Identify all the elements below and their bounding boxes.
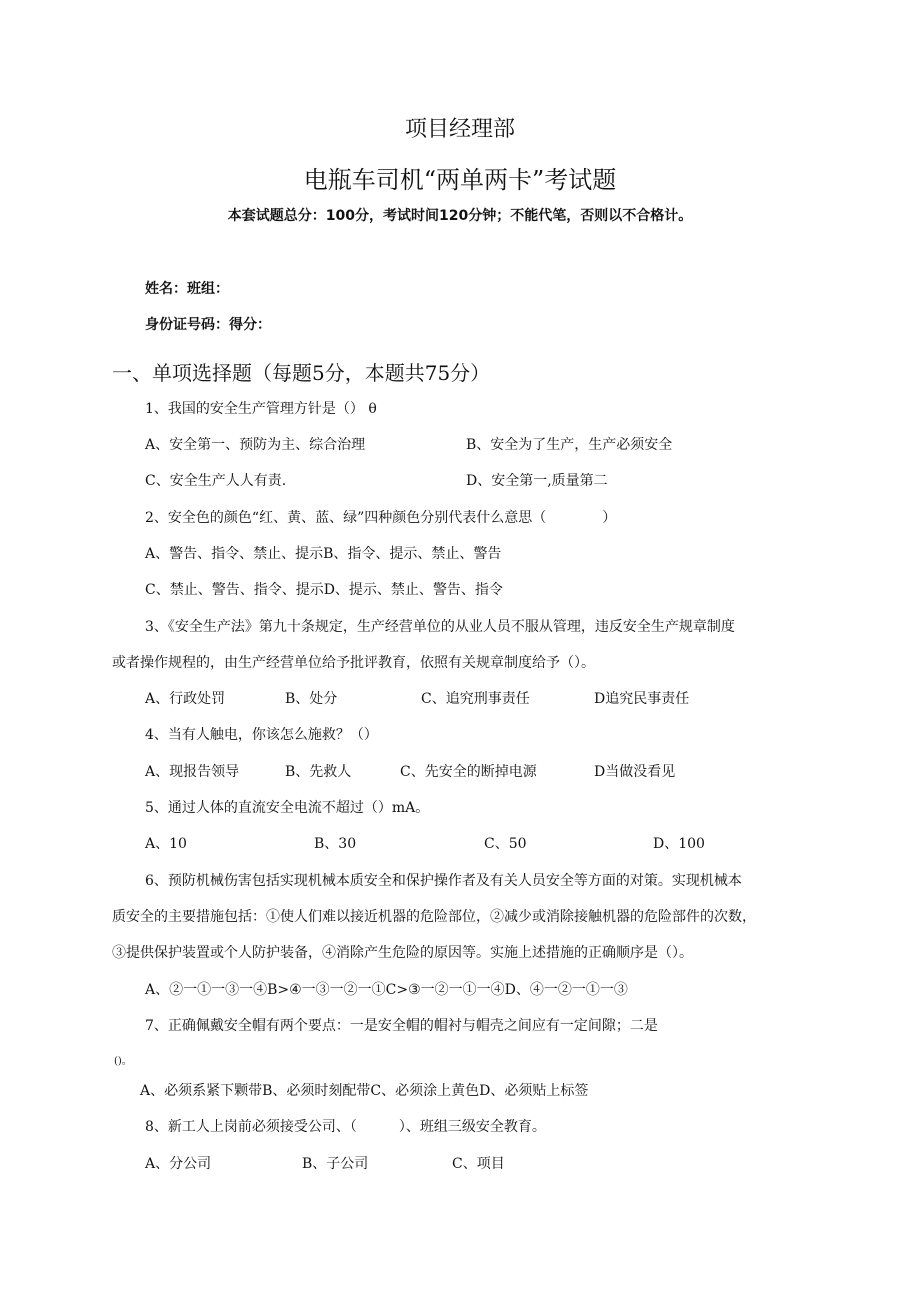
exam-instructions: 本套试题总分：100分，考试时间120分钟；不能代笔，否则以不合格计。 bbox=[227, 208, 693, 224]
question-1-stem: 1、我国的安全生产管理方针是（） θ bbox=[145, 401, 377, 417]
question-6-stem-line1: 6、预防机械伤害包括实现机械本质安全和保护操作者及有关人员安全等方面的对策。实现机械本 bbox=[145, 873, 742, 889]
question-4-stem: 4、当有人触电，你该怎么施救？（） bbox=[145, 727, 378, 743]
question-2-options-line2: C、禁止、警告、指令、提示D、提示、禁止、警告、指令 bbox=[145, 582, 503, 598]
id-score-field: 身份证号码：得分： bbox=[145, 317, 271, 333]
question-5-option-b: B、30 bbox=[314, 836, 357, 852]
question-4-option-c: C、先安全的断掉电源 bbox=[400, 764, 537, 780]
department-title: 项目经理部 bbox=[404, 117, 515, 142]
question-7-stem-line1: 7、正确佩戴安全帽有两个要点：一是安全帽的帽衬与帽壳之间应有一定间隙；二是 bbox=[145, 1018, 658, 1034]
question-3-option-c: C、追究刑事责任 bbox=[421, 691, 530, 707]
question-4-option-a: A、现报告领导 bbox=[145, 764, 240, 780]
question-8-option-c: C、项目 bbox=[452, 1156, 505, 1172]
question-8-stem: 8、新工人上岗前必须接受公司、（ ）、班组三级安全教育。 bbox=[145, 1119, 546, 1135]
name-group-field: 姓名：班组： bbox=[145, 281, 229, 297]
question-6-options: A、②一①一③一④B>④一③一②一①C>③一②一①一④D、④一②一①一③ bbox=[145, 982, 628, 998]
question-1-option-c: C、安全生产人人有责. bbox=[145, 473, 287, 489]
question-7-options: A、必须系紧下颗带B、必须时刻配带C、必须涂上黄色D、必须贴上标签 bbox=[140, 1083, 589, 1099]
question-1-option-d: D、安全第一,质量第二 bbox=[466, 473, 608, 489]
exam-title: 电瓶车司机“两单两卡”考试题 bbox=[303, 166, 617, 194]
question-6-stem-line2: 质安全的主要措施包括：①使人们难以接近机器的危险部位，②减少或消除接触机器的危险部件的次数， bbox=[112, 909, 756, 925]
question-1-option-a: A、安全第一、预防为主、综合治理 bbox=[145, 437, 366, 453]
question-4-option-d: D当做没看见 bbox=[594, 764, 676, 780]
question-8-option-a: A、分公司 bbox=[145, 1156, 212, 1172]
question-6-stem-line3: ③提供保护装置或个人防护装备，④消除产生危险的原因等。实施上述措施的正确顺序是（）。 bbox=[112, 945, 693, 961]
question-1-option-b: B、安全为了生产，生产必须安全 bbox=[466, 437, 673, 453]
question-3-option-d: D追究民事责任 bbox=[594, 691, 690, 707]
question-3-stem-line2: 或者操作规程的，由生产经营单位给予批评教育，依照有关规章制度给予（）。 bbox=[112, 655, 595, 671]
question-8-option-b: B、子公司 bbox=[302, 1156, 369, 1172]
question-7-stem-line2: ()。 bbox=[114, 1056, 132, 1067]
question-5-stem: 5、通过人体的直流安全电流不超过（）mA。 bbox=[145, 800, 430, 816]
question-5-option-c: C、50 bbox=[484, 836, 527, 852]
question-4-option-b: B、先救人 bbox=[285, 764, 352, 780]
question-3-option-b: B、处分 bbox=[285, 691, 338, 707]
question-2-stem: 2、安全色的颜色“红、黄、蓝、绿”四种颜色分别代表什么意思（ ） bbox=[145, 510, 617, 526]
question-2-options-line1: A、警告、指令、禁止、提示B、指令、提示、禁止、警告 bbox=[145, 546, 502, 562]
section-title-single-choice: 一、单项选择题（每题5分，本题共75分） bbox=[112, 361, 491, 385]
question-3-option-a: A、行政处罚 bbox=[145, 691, 226, 707]
question-5-option-a: A、10 bbox=[145, 836, 187, 852]
question-3-stem-line1: 3、《安全生产法》第九十条规定，生产经营单位的从业人员不服从管理，违反安全生产规章制度 bbox=[145, 619, 735, 635]
question-5-option-d: D、100 bbox=[653, 836, 705, 852]
